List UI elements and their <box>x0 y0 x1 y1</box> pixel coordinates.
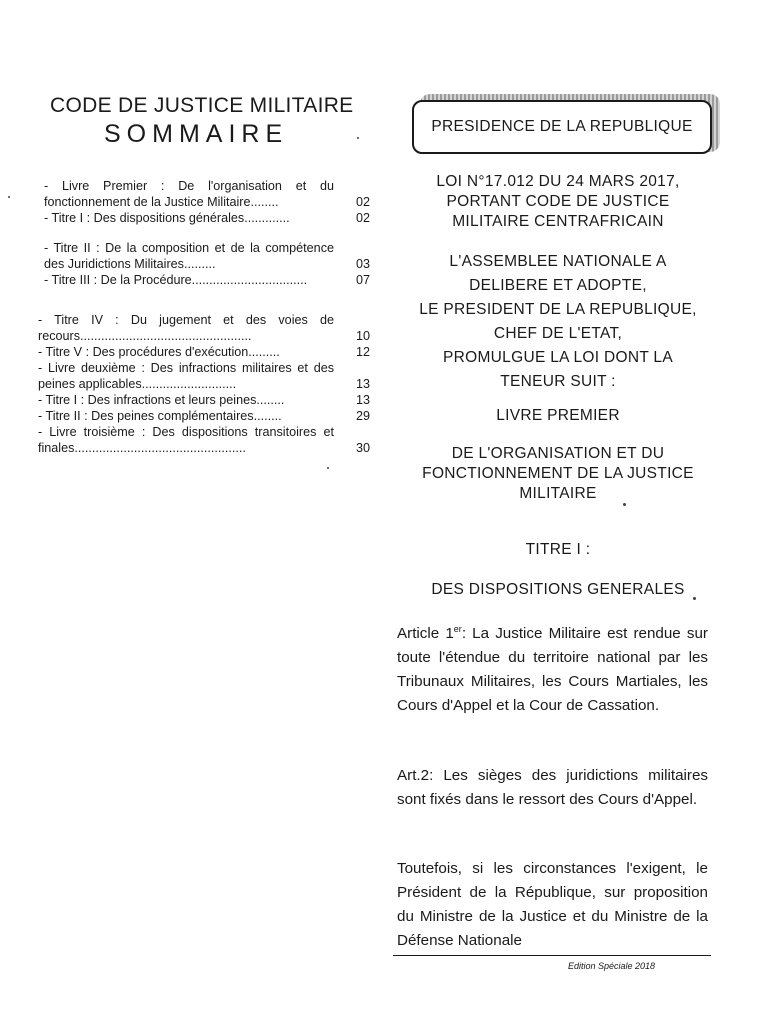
toc-entry-page: 10 <box>355 329 370 343</box>
law-line: MILITAIRE CENTRAFRICAIN <box>452 213 664 230</box>
promulgation-line: PROMULGUE LA LOI DONT LA <box>442 349 673 366</box>
paragraph <box>397 857 708 953</box>
toc-entry-page: 03 <box>355 257 370 271</box>
toc-entry <box>30 408 370 424</box>
livre-subtitle-line: FONCTIONNEMENT DE LA JUSTICE <box>422 465 694 482</box>
article-1 <box>397 622 708 718</box>
toc-entry <box>30 392 370 408</box>
livre-subtitle-line: MILITAIRE <box>519 485 597 502</box>
toc-entry-page: 30 <box>355 441 370 455</box>
titre-heading: TITRE I : <box>525 541 591 558</box>
promulgation-line: LE PRESIDENT DE LA REPUBLIQUE, <box>419 301 697 318</box>
scan-speck <box>327 467 329 469</box>
header-box <box>412 100 712 154</box>
scan-speck <box>357 137 359 139</box>
scan-speck <box>623 503 626 506</box>
footer-edition: Edition Spéciale 2018 <box>568 961 656 971</box>
toc-entry-page: 12 <box>355 345 370 359</box>
toc-entry-text: - Titre V : Des procédures d'exécution......... <box>38 345 280 359</box>
promulgation-line: L'ASSEMBLEE NATIONALE A <box>449 253 667 270</box>
toc-entry-page: 13 <box>355 393 370 407</box>
article-2 <box>397 764 708 812</box>
toc-entry <box>30 210 370 226</box>
toc-entry-text: - Livre Premier : De l'organisation et du fonctionnement de la Justice Militaire........ <box>44 179 334 209</box>
toc-entry-text: - Titre I : Des infractions et leurs peines........ <box>38 393 285 407</box>
toc-entry-text: - Titre II : Des peines complémentaires........ <box>38 409 282 423</box>
toc-entry-page: 13 <box>355 377 370 391</box>
toc-entry-page: 02 <box>355 195 370 209</box>
article-text: Les sièges des juridictions militaires sont fixés dans le ressort des Cours d'Appel. <box>397 767 708 808</box>
toc-entry <box>30 240 370 272</box>
footer-rule <box>393 955 711 956</box>
toc-entry-text: - Livre troisième : Des dispositions transitoires et finales................................................. <box>38 425 334 455</box>
toc-entry <box>30 178 370 210</box>
promulgation-line: CHEF DE L'ETAT, <box>493 325 623 342</box>
scan-speck <box>693 597 696 600</box>
toc-entry <box>30 344 370 360</box>
toc-entry-text: - Titre IV : Du jugement et des voies de recours................................................. <box>38 313 334 343</box>
scan-speck <box>8 196 10 198</box>
article-text: : La Justice Militaire est rendue sur toute l'étendue du territoire national par les Tribunaux Militaires, les Cours Martiales, les Cours d'Appel et la Cour de Cassation. <box>397 625 708 714</box>
promulgation-block <box>400 250 716 394</box>
law-line: LOI N°17.012 DU 24 MARS 2017, <box>436 173 680 190</box>
toc-entry <box>30 272 370 288</box>
document-title: CODE DE JUSTICE MILITAIRE <box>50 94 354 117</box>
toc-entry-text: - Titre III : De la Procédure................................. <box>44 273 308 287</box>
promulgation-line: DELIBERE ET ADOPTE, <box>469 277 647 294</box>
toc-entry-text: - Titre II : De la composition et de la compétence des Juridictions Militaires......... <box>44 241 334 271</box>
toc-entry <box>30 360 370 392</box>
toc-entry-page: 07 <box>355 273 370 287</box>
table-of-contents <box>30 178 370 456</box>
livre-heading: LIVRE PREMIER <box>496 407 620 424</box>
sommaire-heading: SOMMAIRE <box>104 120 289 148</box>
article-label: Art.2: <box>397 767 434 784</box>
toc-entry <box>30 424 370 456</box>
toc-entry-text: - Livre deuxième : Des infractions militaires et des peines applicables........................... <box>38 361 334 391</box>
toc-entry-text: - Titre I : Des dispositions générales............. <box>44 211 290 225</box>
toc-entry <box>30 312 370 344</box>
paragraph-text: Toutefois, si les circonstances l'exigent, le Président de la République, sur proposition du Ministre de la Justice et du Ministre de la Défense Nationale <box>397 860 708 949</box>
article-label-sup: er <box>453 624 462 634</box>
article-label: Article 1 <box>397 625 454 642</box>
titre-subtitle: DES DISPOSITIONS GENERALES <box>431 581 685 598</box>
livre-subtitle <box>400 444 716 504</box>
livre-subtitle-line: DE L'ORGANISATION ET DU <box>451 445 665 462</box>
toc-entry-page: 29 <box>355 409 370 423</box>
law-title <box>400 172 716 232</box>
promulgation-line: TENEUR SUIT : <box>500 373 616 390</box>
law-line: PORTANT CODE DE JUSTICE <box>446 193 670 210</box>
header-label: PRESIDENCE DE LA REPUBLIQUE <box>431 118 693 135</box>
toc-entry-page: 02 <box>355 211 370 225</box>
